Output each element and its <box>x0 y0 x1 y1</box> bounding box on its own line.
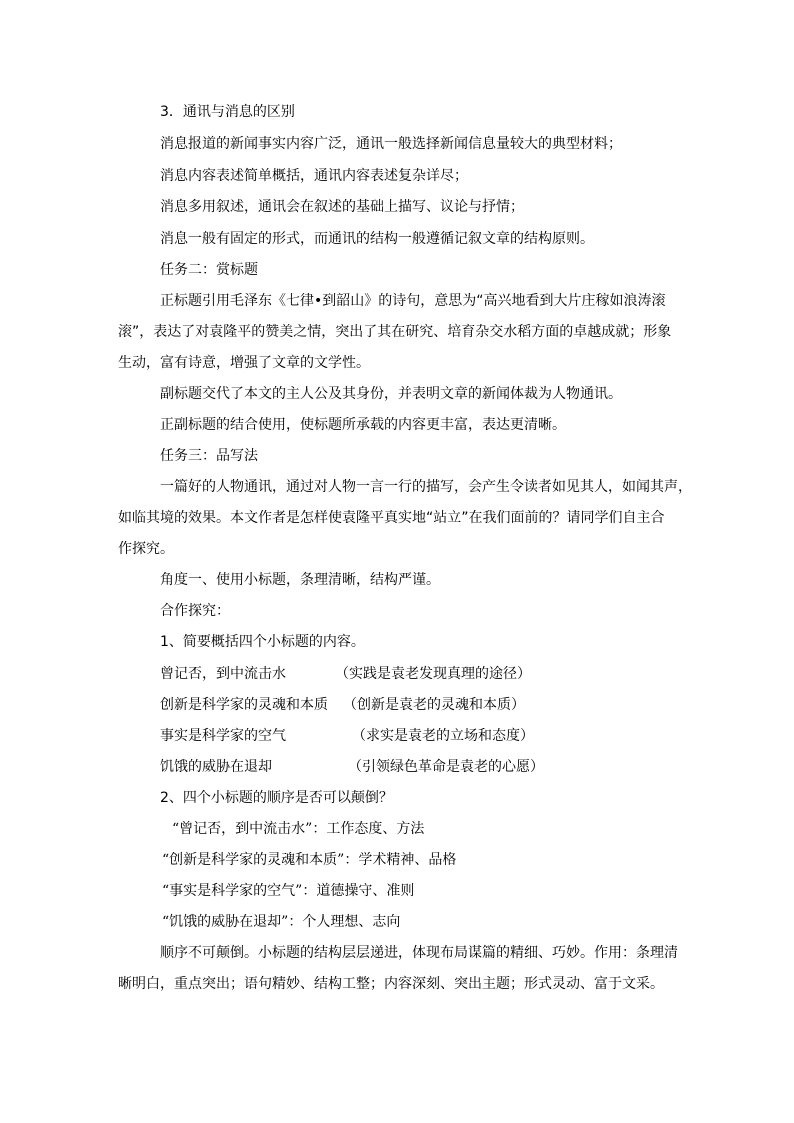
answer-4: “饥饿的威胁在退却”：个人理想、志向 <box>162 914 401 930</box>
task3-angle-1: 角度一、使用小标题，条理清晰，结构严谨。 <box>160 572 440 588</box>
conclusion-line-1: 顺序不可颠倒。小标题的结构层层递进，体现布局谋篇的精细、巧妙。作用：条理清 <box>160 945 678 961</box>
subtitle-title-3: 事实是科学家的空气 <box>160 728 286 744</box>
subtitle-title-2: 创新是科学家的灵魂和本质 <box>160 697 328 713</box>
section3-point-1: 消息报道的新闻事实内容广泛，通讯一般选择新闻信息量较大的典型材料； <box>160 136 622 152</box>
section3-point-2: 消息内容表述简单概括，通讯内容表述复杂详尽； <box>160 168 468 184</box>
task2-para1-line-1: 正标题引用毛泽东《七律•到韶山》的诗句，意思为“高兴地看到大片庄稼如浪涛滚 <box>160 293 666 309</box>
subtitle-summary-2: （创新是袁老的灵魂和本质） <box>343 697 525 713</box>
answer-3: “事实是科学家的空气”：道德操守、准则 <box>162 883 415 899</box>
task2-para1-line-2: 滚”，表达了对袁隆平的赞美之情，突出了其在研究、培育杂交水稻方面的卓越成就；形象 <box>118 324 672 340</box>
answer-2: “创新是科学家的灵魂和本质”：学术精神、品格 <box>162 852 457 868</box>
subtitle-title-4: 饥饿的威胁在退却 <box>160 759 272 775</box>
task3-intro-line-1: 一篇好的人物通讯，通过对人物一言一行的描写，会产生令读者如见其人，如闻其声， <box>160 479 692 495</box>
section3-point-4: 消息一般有固定的形式，而通讯的结构一般遵循记叙文章的结构原则。 <box>160 231 594 247</box>
section3-heading: 3．通讯与消息的区别 <box>160 104 295 120</box>
task2-heading: 任务二：赏标题 <box>160 262 258 278</box>
subtitle-summary-3: （求实是袁老的立场和态度） <box>352 728 534 744</box>
task3-coop-label: 合作探究： <box>160 603 230 619</box>
answer-1: “曾记否，到中流击水”：工作态度、方法 <box>172 821 425 837</box>
task3-intro-line-3: 作探究。 <box>118 541 174 557</box>
task3-intro-line-2: 如临其境的效果。本文作者是怎样使袁隆平真实地“站立”在我们面前的？请同学们自主合 <box>118 510 665 526</box>
section3-point-3: 消息多用叙述，通讯会在叙述的基础上描写、议论与抒情； <box>160 199 524 215</box>
task3-question-1: 1、简要概括四个小标题的内容。 <box>160 634 365 650</box>
task2-para1-line-3: 生动，富有诗意，增强了文章的文学性。 <box>118 355 370 371</box>
task2-para3: 正副标题的结合使用，使标题所承载的内容更丰富，表达更清晰。 <box>160 417 566 433</box>
task3-question-2: 2、四个小标题的顺序是否可以颠倒？ <box>160 790 393 806</box>
task3-heading: 任务三：品写法 <box>160 448 258 464</box>
task2-para2: 副标题交代了本文的主人公及其身份，并表明文章的新闻体裁为人物通讯。 <box>160 386 622 402</box>
subtitle-summary-1: （实践是袁老发现真理的途径） <box>335 666 531 682</box>
subtitle-summary-4: （引领绿色革命是袁老的心愿） <box>348 759 544 775</box>
subtitle-title-1: 曾记否，到中流击水 <box>160 666 286 682</box>
conclusion-line-2: 晰明白，重点突出；语句精妙、结构工整；内容深刻、突出主题；形式灵动、富于文采。 <box>118 976 664 992</box>
